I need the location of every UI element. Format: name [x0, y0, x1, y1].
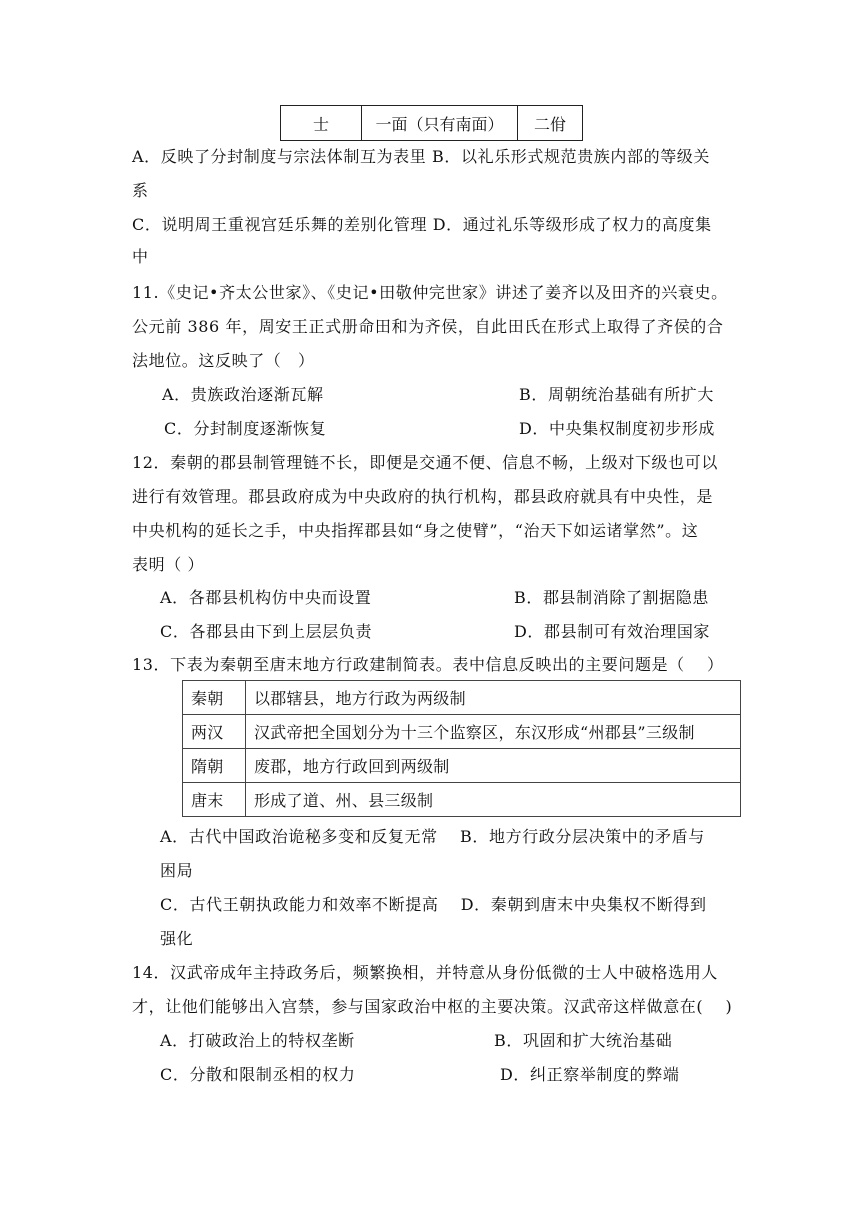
q12-option-d: D．郡县制可有效治理国家: [514, 622, 711, 641]
q14-option-d: D．纠正察举制度的弊端: [500, 1065, 680, 1084]
q12-option-b: B．郡县制消除了割据隐患: [514, 588, 709, 607]
q12-option-c: C．各郡县由下到上层层负责: [160, 622, 373, 641]
q13-stem: 13．下表为秦朝至唐末地方行政建制简表。表中信息反映出的主要问题是（ ）: [132, 655, 724, 674]
table-row: [183, 783, 741, 817]
position-cell: 一面（只有南面）: [362, 106, 518, 141]
dynasty-cell: 唐末: [183, 783, 246, 817]
ritual-table-fragment: [280, 105, 583, 141]
q14-stem-line-2: 才，让他们能够出入宫禁，参与国家政治中枢的主要决策。汉武帝这样做意在( ): [132, 997, 733, 1016]
q14-stem-line-1: 14．汉武帝成年主持政务后，频繁换相，并特意从身份低微的士人中破格选用人: [132, 963, 718, 982]
dynasty-cell: 两汉: [183, 715, 246, 749]
q11-option-a: A．贵族政治逐渐瓦解: [162, 385, 324, 404]
table-row: [183, 681, 741, 715]
q13-option-b-cont: 困局: [160, 861, 194, 880]
q11-option-c: C．分封制度逐渐恢复: [164, 419, 327, 438]
dynasty-cell: 隋朝: [183, 749, 246, 783]
q11-option-d: D．中央集权制度初步形成: [519, 419, 716, 438]
dance-rows-cell: 二佾: [518, 106, 583, 141]
q12-stem-line-4: 表明（ ）: [132, 555, 205, 574]
q12-option-a: A．各郡县机构仿中央而设置: [160, 588, 372, 607]
q11-stem-line-2: 公元前 386 年，周安王正式册命田和为齐侯，自此田氏在形式上取得了齐侯的合: [132, 317, 724, 336]
table-row: [281, 106, 583, 141]
rank-cell: 士: [281, 106, 362, 141]
dynasty-cell: 秦朝: [183, 681, 246, 715]
q13-option-cd: C．古代王朝执政能力和效率不断提高 D．秦朝到唐末中央集权不断得到: [160, 895, 707, 914]
q11-option-b: B．周朝统治基础有所扩大: [519, 385, 714, 404]
q13-option-ab: A．古代中国政治诡秘多变和反复无常 B．地方行政分层决策中的矛盾与: [160, 827, 705, 846]
q13-option-d-cont: 强化: [160, 929, 194, 948]
admin-system-table: [182, 680, 741, 817]
q10-option-d-cont: 中: [132, 247, 149, 266]
q14-option-c: C．分散和限制丞相的权力: [160, 1065, 356, 1084]
table-row: [183, 749, 741, 783]
system-cell: 以郡辖县，地方行政为两级制: [246, 681, 741, 715]
q10-option-b-cont: 系: [132, 181, 149, 200]
q12-stem-line-1: 12．秦朝的郡县制管理链不长，即便是交通不便、信息不畅，上级对下级也可以: [132, 453, 718, 472]
q14-option-a: A．打破政治上的特权垄断: [160, 1031, 355, 1050]
system-cell: 形成了道、州、县三级制: [246, 783, 741, 817]
q10-option-ab: A．反映了分封制度与宗法体制互为表里 B．以礼乐形式规范贵族内部的等级关: [132, 147, 710, 166]
system-cell: 废郡，地方行政回到两级制: [246, 749, 741, 783]
q11-stem-line-1: 11.《史记•齐太公世家》、《史记•田敬仲完世家》讲述了姜齐以及田齐的兴衰史。: [132, 283, 728, 302]
q10-option-cd: C．说明周王重视宫廷乐舞的差别化管理 D．通过礼乐等级形成了权力的高度集: [132, 215, 712, 234]
q12-stem-line-3: 中央机构的延长之手，中央指挥郡县如“身之使臂”，“治天下如运诸掌然”。这: [132, 521, 699, 540]
table-row: [183, 715, 741, 749]
q14-option-b: B．巩固和扩大统治基础: [494, 1031, 673, 1050]
q12-stem-line-2: 进行有效管理。郡县政府成为中央政府的执行机构，郡县政府就具有中央性，是: [132, 487, 714, 506]
q11-stem-line-3: 法地位。这反映了（ ）: [132, 351, 315, 370]
system-cell: 汉武帝把全国划分为十三个监察区，东汉形成“州郡县”三级制: [246, 715, 741, 749]
